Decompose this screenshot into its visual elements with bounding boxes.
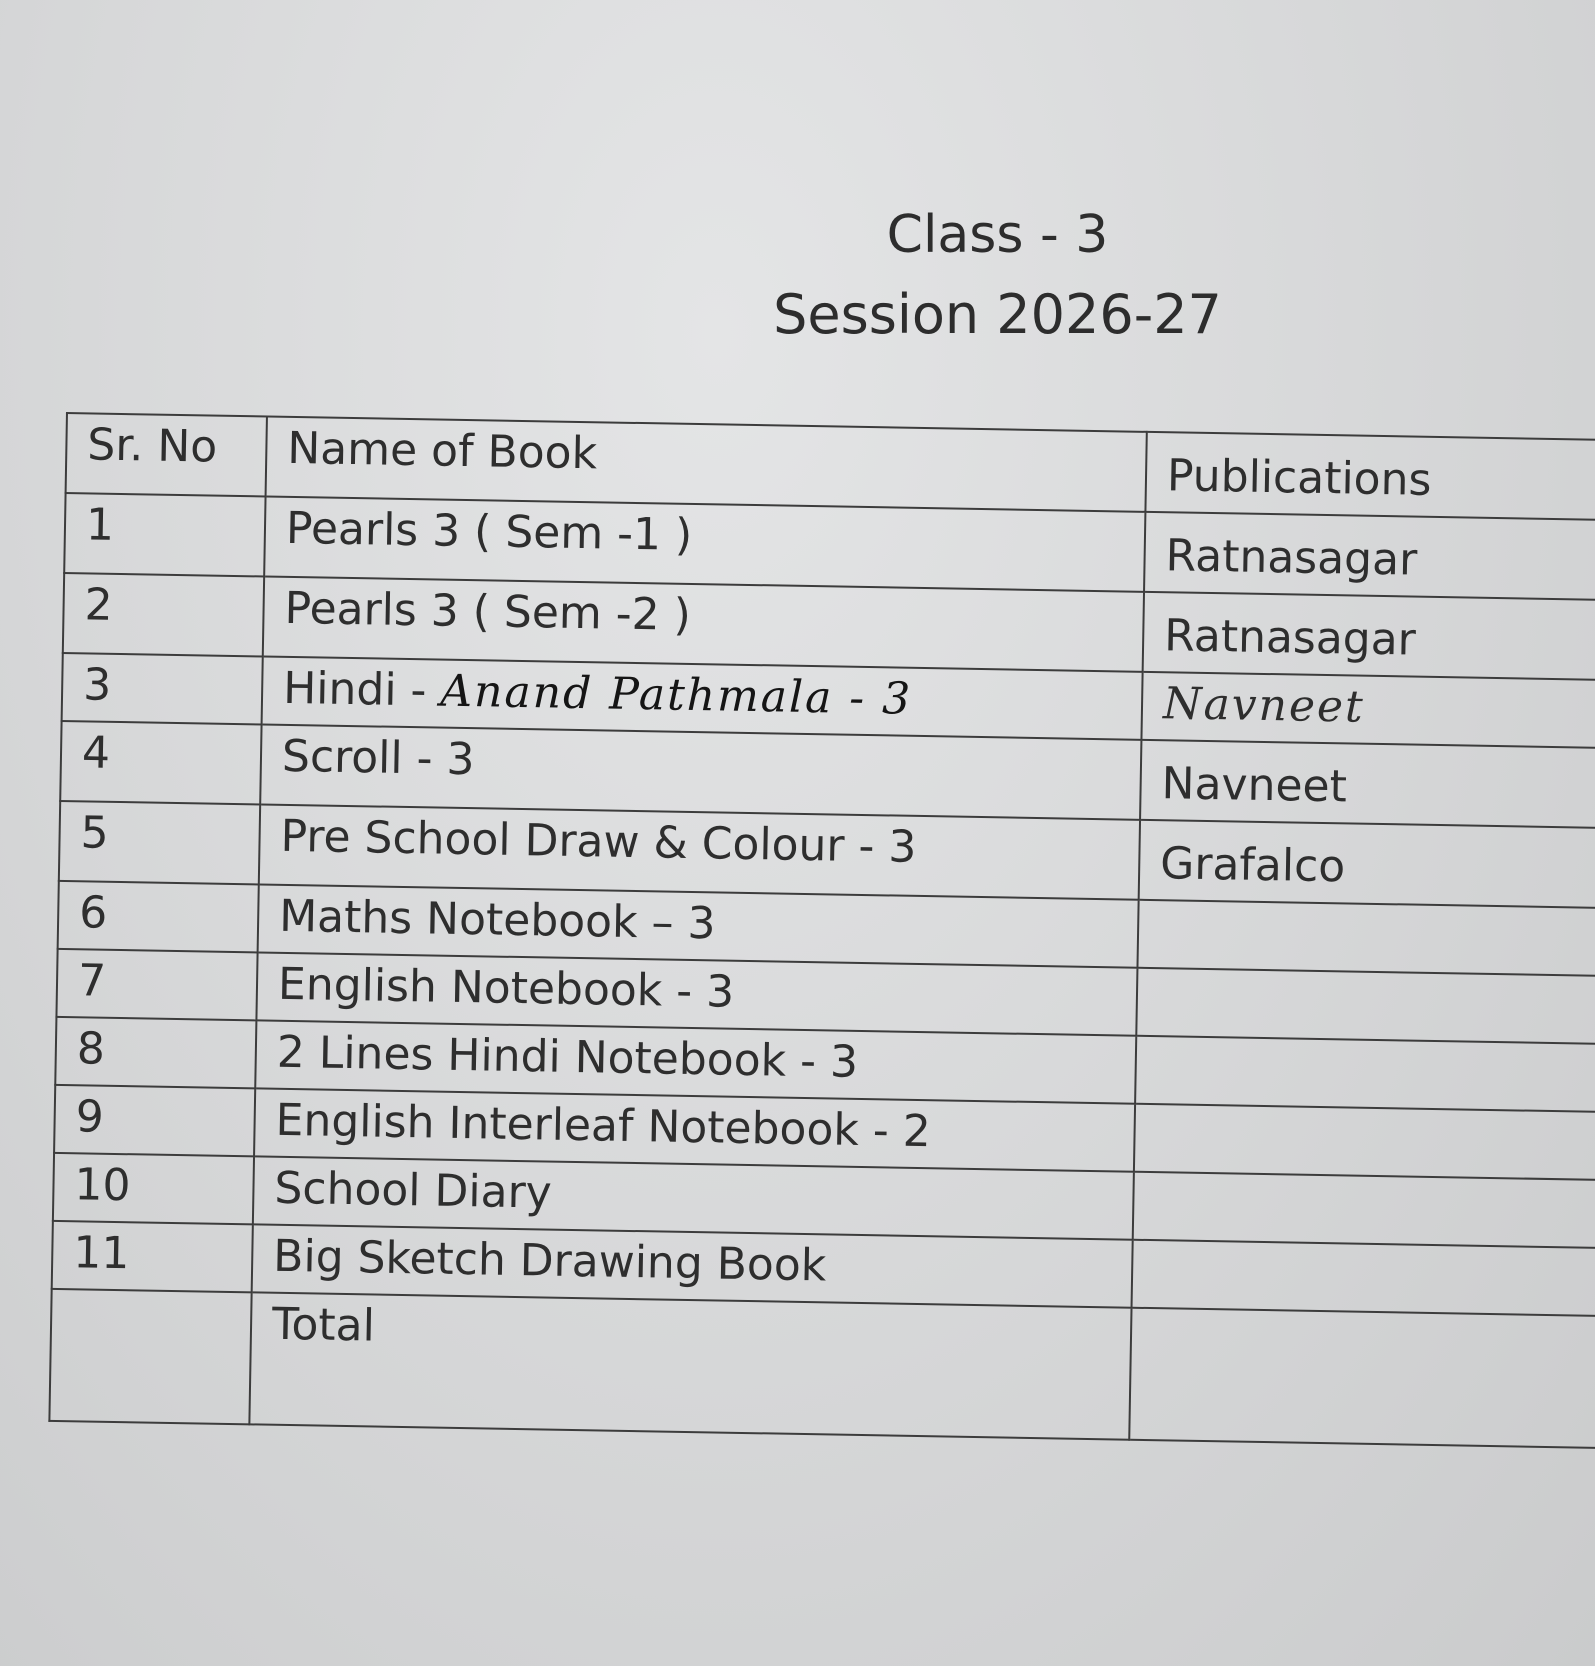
publication-cell: Ratnasagar xyxy=(1144,512,1595,600)
publication-cell xyxy=(1132,1240,1595,1316)
publication-cell xyxy=(1137,900,1595,976)
book-name-cell: Maths Notebook – 3 xyxy=(258,884,1139,967)
sr-no-cell: 8 xyxy=(55,1017,256,1088)
sr-no-cell: 6 xyxy=(58,881,259,952)
class-title: Class - 3 xyxy=(886,205,1109,265)
sr-no-cell: 3 xyxy=(62,653,263,724)
book-list-table xyxy=(48,412,1595,1449)
book-name-cell: Pearls 3 ( Sem -2 ) xyxy=(263,576,1144,671)
publication-cell-handwritten: Navneet xyxy=(1141,672,1595,748)
publication-cell: Navneet xyxy=(1140,740,1595,828)
sr-no-cell: 2 xyxy=(63,573,264,656)
header-sr-no: Sr. No xyxy=(66,413,267,496)
book-name-cell: 2 Lines Hindi Notebook - 3 xyxy=(255,1020,1136,1103)
book-name-cell: Pearls 3 ( Sem -1 ) xyxy=(264,496,1145,591)
sr-no-cell: 10 xyxy=(53,1153,254,1224)
header-book-name: Name of Book xyxy=(266,417,1147,512)
total-label: Total xyxy=(249,1292,1131,1439)
publication-cell xyxy=(1133,1172,1595,1248)
sr-no-cell: 9 xyxy=(54,1085,255,1156)
sr-no-cell: 7 xyxy=(56,949,257,1020)
book-name-cell: School Diary xyxy=(253,1156,1134,1239)
total-sr-cell xyxy=(49,1289,251,1424)
book-list-table-wrap xyxy=(48,412,1595,1449)
book-name-cell: English Interleaf Notebook - 2 xyxy=(254,1088,1135,1171)
book-name-cell: English Notebook - 3 xyxy=(256,952,1137,1035)
session-title: Session 2026-27 xyxy=(773,283,1222,346)
handwritten-text: Anand Pathmala - 3 xyxy=(439,665,913,725)
book-name-cell: Pre School Draw & Colour - 3 xyxy=(259,804,1140,899)
publication-cell xyxy=(1136,968,1595,1044)
sr-no-cell: 11 xyxy=(52,1221,253,1292)
book-name-cell: Scroll - 3 xyxy=(260,724,1141,819)
publication-cell xyxy=(1134,1104,1595,1180)
total-row xyxy=(49,1289,1595,1448)
publication-cell: Ratnasagar xyxy=(1143,592,1595,680)
sr-no-cell: 4 xyxy=(60,721,261,804)
publication-cell xyxy=(1135,1036,1595,1112)
book-name-cell: Big Sketch Drawing Book xyxy=(252,1224,1133,1307)
header-publications: Publications xyxy=(1145,432,1595,520)
publication-cell: Grafalco xyxy=(1139,820,1595,908)
sr-no-cell: 5 xyxy=(59,801,260,884)
printed-text: Hindi - xyxy=(282,662,427,717)
total-value-cell xyxy=(1129,1308,1595,1448)
sr-no-cell: 1 xyxy=(64,493,265,576)
